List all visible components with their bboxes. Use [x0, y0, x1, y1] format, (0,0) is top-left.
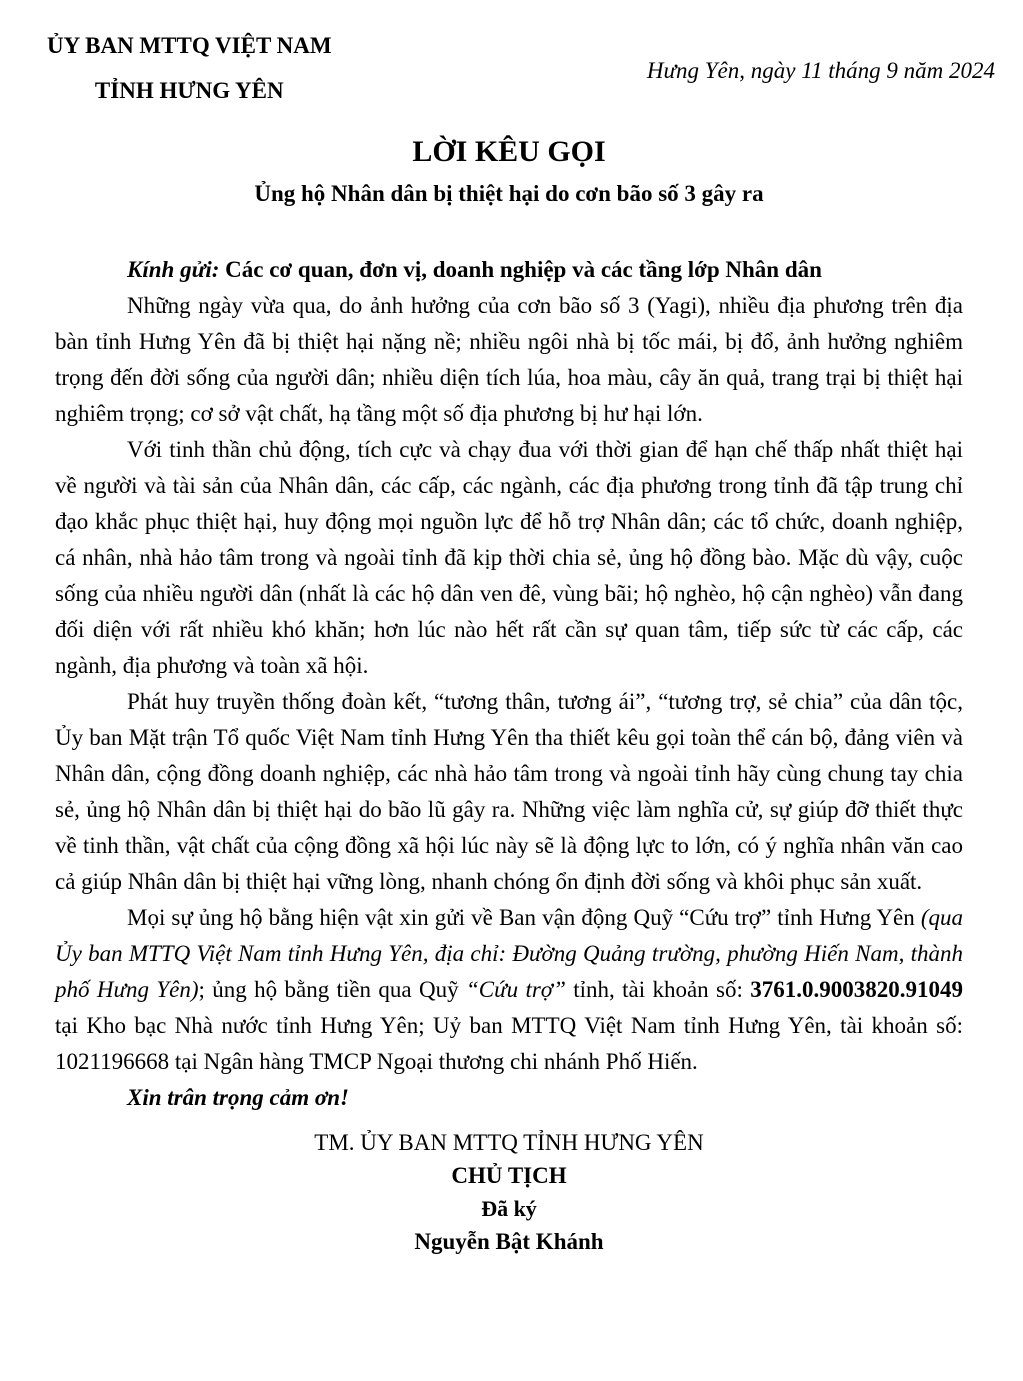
document-body — [55, 252, 963, 1116]
paragraph-storm-damage: Những ngày vừa qua, do ảnh hưởng của cơn bão số 3 (Yagi), nhiều địa phương trên địa bàn tỉnh Hưng Yên đã bị thiệt hại nặng nề; nhiều ngôi nhà bị tốc mái, bị đổ, ảnh hưởng nghiêm trọng đến đời sống của người dân; nhiều diện tích lúa, hoa màu, cây ăn quả, trang trại bị thiệt hại nghiêm trọng; cơ sở vật chất, hạ tầng một số địa phương bị hư hại lớn. — [55, 293, 963, 426]
treasury-account-number: 3761.0.9003820.91049 — [750, 977, 963, 1002]
place-and-date: Hưng Yên, ngày 11 tháng 9 năm 2024 — [646, 58, 995, 83]
fund-name: “Cứu trợ” — [465, 977, 566, 1002]
donation-text-mid1: ; ủng hộ bằng tiền qua Quỹ — [198, 977, 466, 1002]
salutation-line — [55, 252, 963, 288]
signature-position: CHỦ TỊCH — [451, 1163, 567, 1188]
closing-thanks: Xin trân trọng cảm ơn! — [127, 1085, 349, 1110]
paragraph-appeal: Phát huy truyền thống đoàn kết, “tương thân, tương ái”, “tương trợ, sẻ chia” của dân tộc, Ủy ban Mặt trận Tổ quốc Việt Nam tỉnh Hưng Yên tha thiết kêu gọi toàn thể cán bộ, đảng viên và Nhân dân, cộng đồng doanh nghiệp, các nhà hảo tâm trong và ngoài tỉnh hãy cùng chung tay chia sẻ, ủng hộ Nhân dân bị thiệt hại do bão lũ gây ra. Những việc làm nghĩa cử, sự giúp đỡ thiết thực về tinh thần, vật chất của cộng đồng xã hội lúc này sẽ là động lực to lớn, có ý nghĩa nhân văn cao cả giúp Nhân dân bị thiệt hại vững lòng, nhanh chóng ổn định đời sống và khôi phục sản xuất. — [55, 689, 963, 894]
document-header — [47, 33, 995, 104]
paragraph-donation-details — [55, 900, 963, 1080]
issuing-organization — [47, 33, 332, 104]
signature-name: Nguyễn Bật Khánh — [414, 1229, 604, 1254]
signature-signed-note: Đã ký — [481, 1196, 537, 1221]
salutation-label: Kính gửi: — [127, 257, 220, 282]
donation-text-intro: Mọi sự ủng hộ bằng hiện vật xin gửi về Ban vận động Quỹ “Cứu trợ” tỉnh Hưng Yên — [127, 905, 921, 930]
signature-on-behalf: TM. ỦY BAN MTTQ TỈNH HƯNG YÊN — [314, 1130, 704, 1155]
donation-address: (qua Ủy ban MTTQ Việt Nam tỉnh Hưng Yên, địa chỉ: Đường Quảng trường, phường Hiến Nam, thành phố Hưng Yên) — [55, 905, 963, 1002]
salutation-recipients: Các cơ quan, đơn vị, doanh nghiệp và các tầng lớp Nhân dân — [219, 257, 822, 282]
signature-block — [55, 1126, 963, 1258]
org-name-line2: TỈNH HƯNG YÊN — [94, 78, 284, 103]
org-name-line1: ỦY BAN MTTQ VIỆT NAM — [47, 33, 332, 58]
document-title: LỜI KÊU GỌI — [412, 135, 606, 168]
donation-text-mid2: tỉnh, tài khoản số: — [565, 977, 751, 1002]
document-subtitle: Ủng hộ Nhân dân bị thiệt hại do cơn bão số 3 gây ra — [254, 181, 764, 206]
paragraph-response-efforts: Với tinh thần chủ động, tích cực và chạy đua với thời gian để hạn chế thấp nhất thiệt hại về người và tài sản của Nhân dân, các cấp, các ngành, các địa phương trong tỉnh đã tập trung chỉ đạo khắc phục thiệt hại, huy động mọi nguồn lực để hỗ trợ Nhân dân; các tổ chức, doanh nghiệp, cá nhân, nhà hảo tâm trong và ngoài tỉnh đã kịp thời chia sẻ, ủng hộ đồng bào. Mặc dù vậy, cuộc sống của nhiều người dân (nhất là các hộ dân ven đê, vùng bãi; hộ nghèo, hộ cận nghèo) vẫn đang đối diện với rất nhiều khó khăn; hơn lúc nào hết rất cần sự quan tâm, tiếp sức từ các cấp, các ngành, địa phương và toàn xã hội. — [55, 437, 963, 678]
donation-text-end: tại Kho bạc Nhà nước tỉnh Hưng Yên; Uỷ ban MTTQ Việt Nam tỉnh Hưng Yên, tài khoản số: 1021196668 tại Ngân hàng TMCP Ngoại thương chi nhánh Phố Hiến. — [55, 1013, 963, 1074]
